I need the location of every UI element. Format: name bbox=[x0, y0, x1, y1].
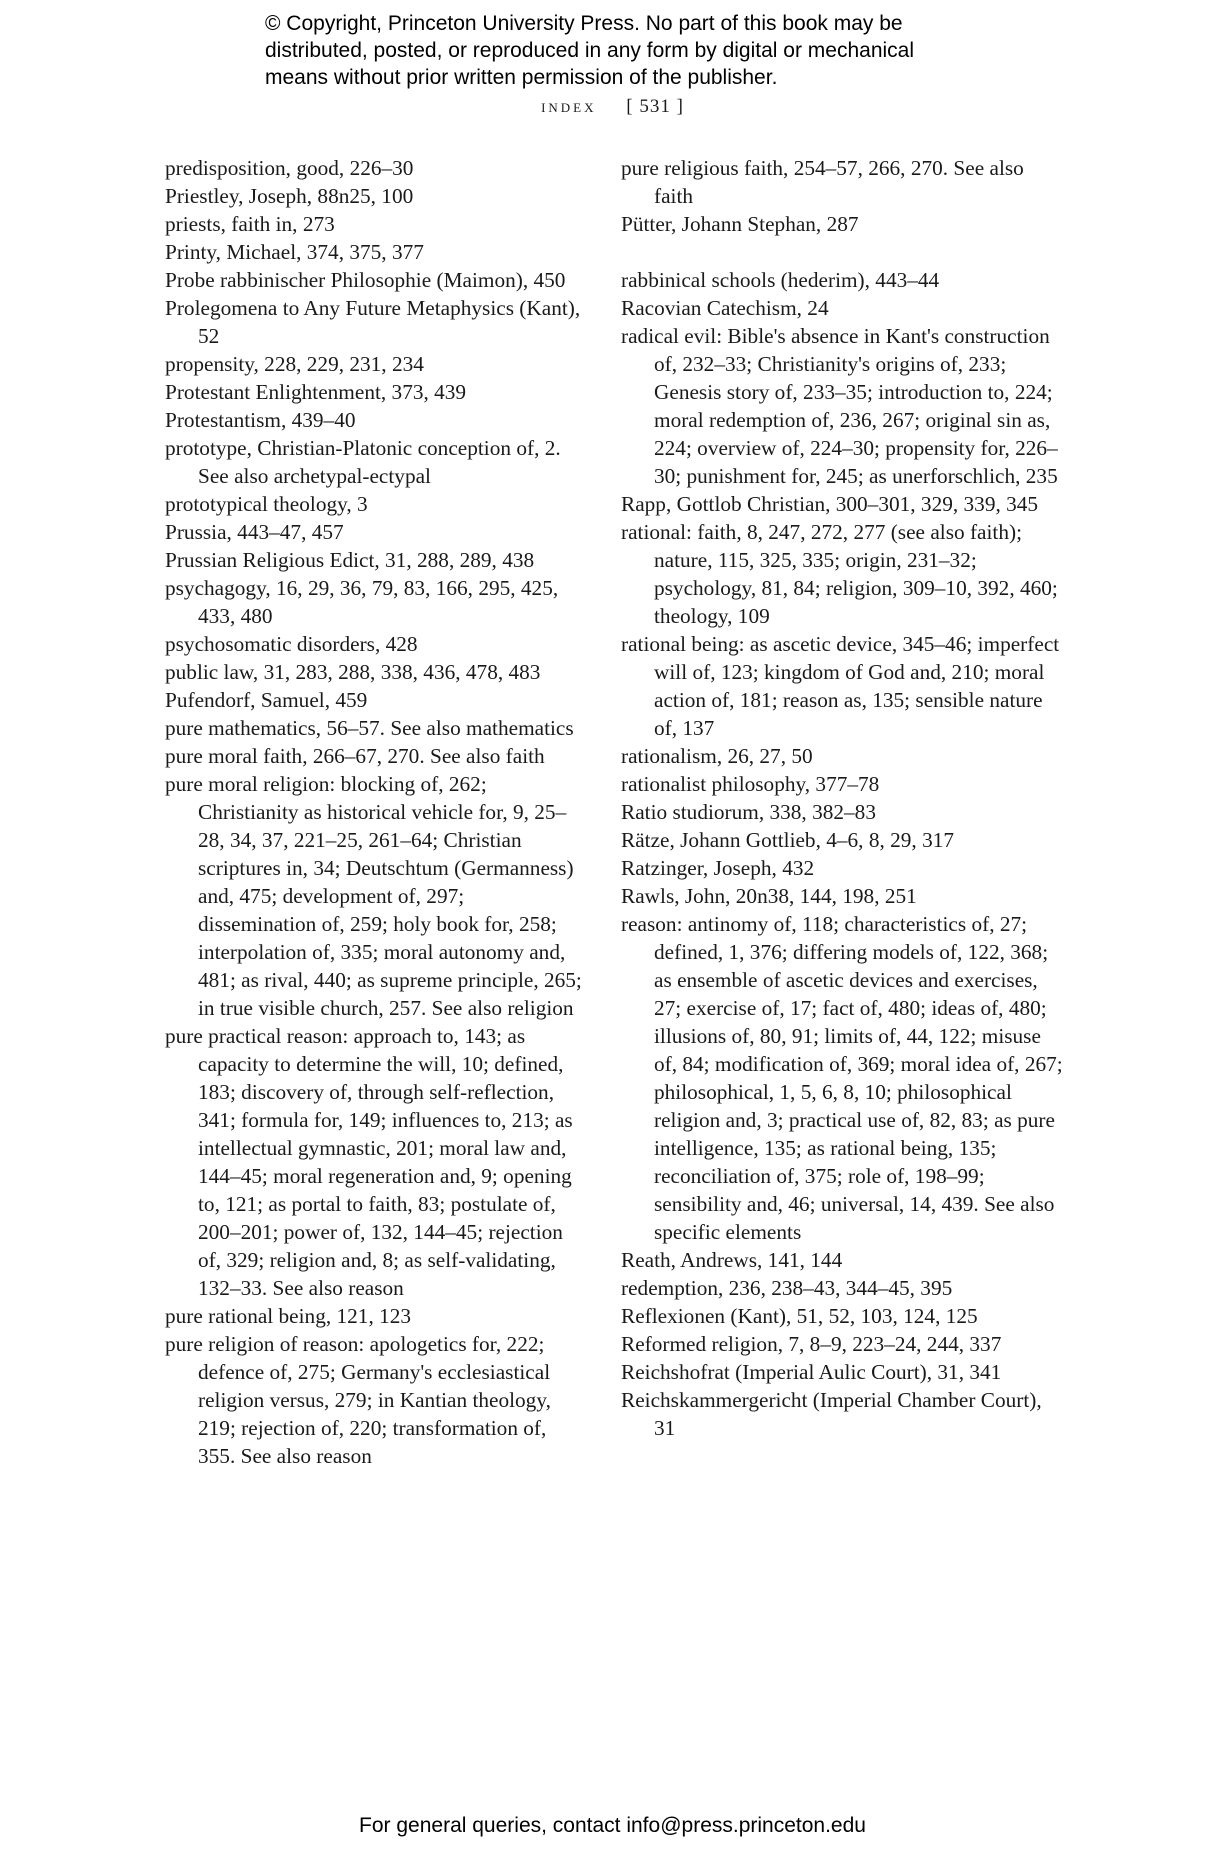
index-entry: Rapp, Gottlob Christian, 300–301, 329, 339, 345 bbox=[621, 492, 1039, 516]
index-entry: pure practical reason: approach to, 143; as capacity to determine the will, 10; defined, 183; discovery of, through self-reflection, 341; formula for, 149; influences to, 213; as intellectual gymnastic, 201; moral law and, 144–45; moral regeneration and, 9; opening to, 121; as portal to faith, 83; postulate of, 200–201; power of, 132, 144–45; rejection of, 329; religion and, 8; as self-validating, 132–33. See also reason bbox=[165, 1024, 573, 1300]
index-entry: Prussian Religious Edict, 31, 288, 289, 438 bbox=[165, 548, 535, 572]
index-entry: Protestant Enlightenment, 373, 439 bbox=[165, 380, 467, 404]
index-entry: Prussia, 443–47, 457 bbox=[165, 520, 344, 544]
index-entry: propensity, 228, 229, 231, 234 bbox=[165, 352, 424, 376]
index-entry: Printy, Michael, 374, 375, 377 bbox=[165, 240, 424, 264]
copyright-line: means without prior written permission of the publisher. bbox=[265, 66, 778, 89]
index-entry: rationalism, 26, 27, 50 bbox=[621, 744, 813, 768]
index-entry: Probe rabbinischer Philosophie (Maimon), 450 bbox=[165, 268, 566, 292]
index-entry: rational being: as ascetic device, 345–46; imperfect will of, 123; kingdom of God and, 210; moral action of, 181; reason as, 135; sensible nature of, 137 bbox=[621, 632, 1060, 740]
index-column-left bbox=[165, 154, 585, 1470]
copyright-line: distributed, posted, or reproduced in any form by digital or mechanical bbox=[265, 39, 915, 62]
index-entry: rational: faith, 8, 247, 272, 277 (see also faith); nature, 115, 325, 335; origin, 231–32; psychology, 81, 84; religion, 309–10, 392, 460; theology, 109 bbox=[621, 520, 1058, 628]
index-entry: Ratio studiorum, 338, 382–83 bbox=[621, 800, 876, 824]
index-entry: rationalist philosophy, 377–78 bbox=[621, 772, 880, 796]
index-entry: Priestley, Joseph, 88n25, 100 bbox=[165, 184, 414, 208]
index-entry: Reflexionen (Kant), 51, 52, 103, 124, 125 bbox=[621, 1304, 978, 1328]
index-entry: rabbinical schools (hederim), 443–44 bbox=[621, 268, 940, 292]
index-entry: Reichshofrat (Imperial Aulic Court), 31, 341 bbox=[621, 1360, 1002, 1384]
index-entry: Rawls, John, 20n38, 144, 198, 251 bbox=[621, 884, 917, 908]
index-entry: pure moral faith, 266–67, 270. See also faith bbox=[165, 744, 545, 768]
copyright-notice bbox=[265, 10, 1025, 91]
index-entry: radical evil: Bible's absence in Kant's construction of, 232–33; Christianity's origins of, 233; Genesis story of, 233–35; introduction to, 224; moral redemption of, 236, 267; original sin as, 224; overview of, 224–30; propensity for, 226–30; punishment for, 245; as unerforschlich, 235 bbox=[621, 324, 1058, 488]
index-entry: reason: antinomy of, 118; characteristics of, 27; defined, 1, 376; differing models of, 122, 368; as ensemble of ascetic devices and exercises, 27; exercise of, 17; fact of, 480; ideas of, 480; illusions of, 80, 91; limits of, 44, 122; misuse of, 84; modification of, 369; moral idea of, 267; philosophical, 1, 5, 6, 8, 10; philosophical religion and, 3; practical use of, 82, 83; as pure intelligence, 135; as rational being, 135; reconciliation of, 375; role of, 198–99; sensibility and, 46; universal, 14, 439. See also specific elements bbox=[621, 912, 1063, 1244]
index-entry: Reath, Andrews, 141, 144 bbox=[621, 1248, 843, 1272]
letter-section-gap bbox=[621, 238, 1066, 266]
index-entry: pure moral religion: blocking of, 262; Christianity as historical vehicle for, 9, 25–28, 34, 37, 221–25, 261–64; Christian scriptures in, 34; Deutschtum (Germanness) and, 475; development of, 297; dissemination of, 259; holy book for, 258; interpolation of, 335; moral autonomy and, 481; as rival, 440; as supreme principle, 265; in true visible church, 257. See also religion bbox=[165, 772, 582, 1020]
index-entry: pure mathematics, 56–57. See also mathematics bbox=[165, 716, 574, 740]
index-entry: Pufendorf, Samuel, 459 bbox=[165, 688, 368, 712]
index-entry: pure rational being, 121, 123 bbox=[165, 1304, 412, 1328]
index-entry: Prolegomena to Any Future Metaphysics (Kant), 52 bbox=[165, 296, 581, 348]
index-entry: prototype, Christian-Platonic conception of, 2. See also archetypal-ectypal bbox=[165, 436, 561, 488]
index-entry: Racovian Catechism, 24 bbox=[621, 296, 829, 320]
index-entry: priests, faith in, 273 bbox=[165, 212, 335, 236]
index-entry: pure religious faith, 254–57, 266, 270. See also faith bbox=[621, 156, 1024, 208]
index-entry: predisposition, good, 226–30 bbox=[165, 156, 414, 180]
index-entry: public law, 31, 283, 288, 338, 436, 478, 483 bbox=[165, 660, 541, 684]
index-column-right bbox=[621, 154, 1066, 1442]
index-entry: Reichskammergericht (Imperial Chamber Court), 31 bbox=[621, 1388, 1042, 1440]
copyright-line: © Copyright, Princeton University Press. No part of this book may be bbox=[265, 12, 903, 35]
index-entry: pure religion of reason: apologetics for, 222; defence of, 275; Germany's ecclesiastical religion versus, 279; in Kantian theology, 219; rejection of, 220; transformation of, 355. See also reason bbox=[165, 1332, 551, 1468]
index-entry: Ratzinger, Joseph, 432 bbox=[621, 856, 815, 880]
index-entry: redemption, 236, 238–43, 344–45, 395 bbox=[621, 1276, 953, 1300]
page-number: [ 531 ] bbox=[626, 96, 684, 117]
index-entry: psychagogy, 16, 29, 36, 79, 83, 166, 295, 425, 433, 480 bbox=[165, 576, 559, 628]
index-entry: Reformed religion, 7, 8–9, 223–24, 244, 337 bbox=[621, 1332, 1002, 1356]
footer-contact: For general queries, contact info@press.princeton.edu bbox=[359, 1814, 866, 1837]
index-entry: prototypical theology, 3 bbox=[165, 492, 368, 516]
running-head-label: index bbox=[541, 96, 597, 116]
index-entry: psychosomatic disorders, 428 bbox=[165, 632, 418, 656]
index-entry: Pütter, Johann Stephan, 287 bbox=[621, 212, 859, 236]
index-entry: Rätze, Johann Gottlieb, 4–6, 8, 29, 317 bbox=[621, 828, 955, 852]
index-entry: Protestantism, 439–40 bbox=[165, 408, 356, 432]
running-head bbox=[0, 96, 1225, 118]
